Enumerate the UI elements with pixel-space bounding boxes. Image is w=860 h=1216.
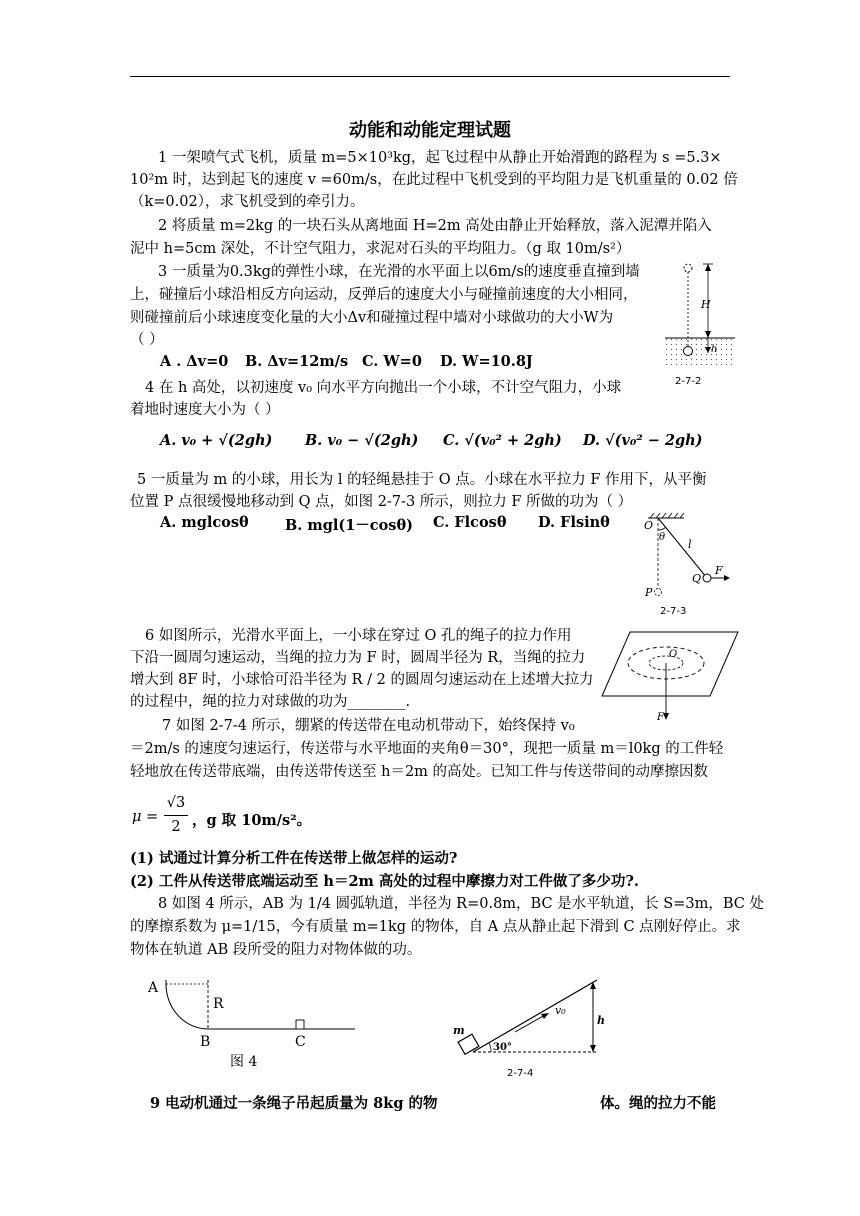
label-O: O (644, 519, 654, 532)
figure-circle-hole (600, 628, 740, 724)
q5-option-a: A. mglcosθ (160, 514, 249, 531)
label-C: C (295, 1034, 306, 1050)
q9-line-left: 9 电动机通过一条绳子吊起质量为 8kg 的物 (150, 1095, 438, 1112)
q4-option-c: C. √(v₀² + 2gh) (443, 432, 562, 449)
q2-line1: 2 将质量 m=2kg 的一块石头从离地面 H=2m 高处由静止开始释放，落入泥潭并陷入 (158, 218, 712, 234)
label-h: h (711, 344, 718, 355)
q1-line1: 1 一架喷气式飞机，质量 m=5×10³kg，起飞过程中从静止开始滑跑的路程为 s =5.3× (158, 150, 722, 166)
label-v0: v₀ (555, 1004, 566, 1017)
label-F: F (715, 564, 723, 577)
figure-2-7-2-caption: 2-7-2 (675, 376, 702, 387)
q4-option-b: B. v₀ − √(2gh) (305, 432, 419, 449)
figure-2-7-4 (445, 972, 615, 1082)
q3-line3: 则碰撞前后小球速度变化量的大小Δv和碰撞过程中墙对小球做功的大小W为 (130, 310, 614, 326)
figure-2-7-2 (655, 258, 735, 388)
q8-line2: 的摩擦系数为 μ=1/15，今有质量 m=1kg 的物体，自 A 点从静止起下滑到 C 点刚好停止。求 (130, 919, 741, 935)
q5-option-d: D. Flsinθ (538, 514, 610, 531)
figure-2-7-4-caption: 2-7-4 (507, 1068, 534, 1079)
q3-option-d: D. W=10.8J (440, 353, 533, 370)
label-hole-O: O (669, 649, 678, 660)
label-P: P (645, 586, 653, 599)
q9-line-right: 体。绳的拉力不能 (600, 1095, 716, 1112)
q6-line4: 的过程中，绳的拉力对球做的功为________. (130, 694, 411, 710)
q3-line1: 3 一质量为0.3kg的弹性小球，在光滑的水平面上以6m/s的速度垂直撞到墙 (158, 264, 640, 280)
label-hole-F: F (657, 712, 664, 723)
label-H: H (701, 298, 711, 311)
mu-prefix: μ = (132, 809, 159, 825)
page-title: 动能和动能定理试题 (349, 120, 511, 141)
q5-option-b: B. mgl(1－cosθ) (285, 517, 413, 534)
q4-option-d: D. √(v₀² − 2gh) (583, 432, 703, 449)
mu-suffix: ，g 取 10m/s²。 (192, 812, 312, 829)
q3-line4: （ ） (130, 332, 164, 348)
label-Q: Q (692, 572, 702, 585)
q7-line2: ＝2m/s 的速度匀速运行，传送带与水平地面的夹角θ＝30°，现把一质量 m＝l0kg 的工件轻 (130, 741, 724, 757)
q4-line1: 4 在 h 高处，以初速度 v₀ 向水平方向抛出一个小球，不计空气阻力，小球 (145, 380, 622, 396)
q7-sub2: (2) 工件从传送带底端运动至 h＝2m 高处的过程中摩擦力对工件做了多少功?. (130, 873, 639, 890)
q7-sub1: (1) 试通过计算分析工件在传送带上做怎样的运动? (130, 850, 458, 867)
q5-option-c: C. Flcosθ (433, 514, 507, 531)
q6-line1: 6 如图所示，光滑水平面上，一小球在穿过 O 孔的绳子的拉力作用 (145, 628, 572, 644)
q3-option-a: A . Δv=0 (160, 353, 229, 370)
q4-line2: 着地时速度大小为（ ） (130, 402, 280, 418)
label-A: A (148, 980, 159, 996)
label-theta: θ (659, 532, 666, 543)
q5-line2: 位置 P 点很缓慢地移动到 Q 点，如图 2-7-3 所示，则拉力 F 所做的功为（ ） (130, 494, 633, 510)
label-angle: 30° (493, 1042, 512, 1053)
q4-option-a: A. v₀ + √(2gh) (160, 432, 273, 449)
header-rule (130, 76, 730, 77)
label-m: m (453, 1024, 465, 1037)
figure-2-7-3 (640, 510, 740, 620)
q1-line3: （k=0.02），求飞机受到的牵引力。 (130, 194, 365, 210)
mu-denominator: 2 (171, 819, 181, 835)
q1-line2: 10²m 时，达到起飞的速度 v =60m/s，在此过程中飞机受到的平均阻力是飞机重量的 0.02 倍 (130, 172, 738, 188)
q6-line3: 增大到 8F 时，小球恰可沿半径为 R / 2 的圆周匀速运动在上述增大拉力 (130, 672, 594, 688)
q3-line2: 上，碰撞后小球沿相反方向运动，反弹后的速度大小与碰撞前速度的大小相同， (130, 287, 638, 303)
figure-4 (140, 972, 370, 1072)
q8-line3: 物体在轨道 AB 段所受的阻力对物体做的功。 (130, 942, 422, 958)
q5-line1: 5 一质量为 m 的小球，用长为 l 的轻绳悬挂于 O 点。小球在水平拉力 F 作用下，从平衡 (137, 472, 707, 488)
q3-option-b: B. Δv=12m/s (245, 353, 349, 370)
mu-numerator: √3 (166, 795, 186, 811)
q7-line1: 7 如图 2-7-4 所示，绷紧的传送带在电动机带动下，始终保持 v₀ (162, 718, 575, 734)
label-R: R (213, 996, 224, 1012)
label-l: l (688, 538, 692, 551)
figure-4-caption: 图 4 (230, 1054, 258, 1070)
q7-line3: 轻地放在传送带底端，由传送带传送至 h＝2m 的高处。已知工件与传送带间的动摩擦因数 (130, 764, 709, 780)
label-B: B (200, 1034, 211, 1050)
q6-line2: 下沿一圆周匀速运动，当绳的拉力为 F 时，圆周半径为 R，当绳的拉力 (130, 650, 586, 666)
mu-fraction-bar (164, 815, 188, 816)
q2-line2: 泥中 h=5cm 深处，不计空气阻力，求泥对石头的平均阻力。（g 取 10m/s²） (130, 241, 631, 257)
label-h274: h (597, 1014, 605, 1027)
q3-option-c: C. W=0 (362, 353, 422, 370)
q8-line1: 8 如图 4 所示，AB 为 1/4 圆弧轨道，半径为 R=0.8m，BC 是水平轨道，长 S=3m，BC 处 (158, 896, 764, 912)
figure-2-7-3-caption: 2-7-3 (660, 606, 687, 617)
